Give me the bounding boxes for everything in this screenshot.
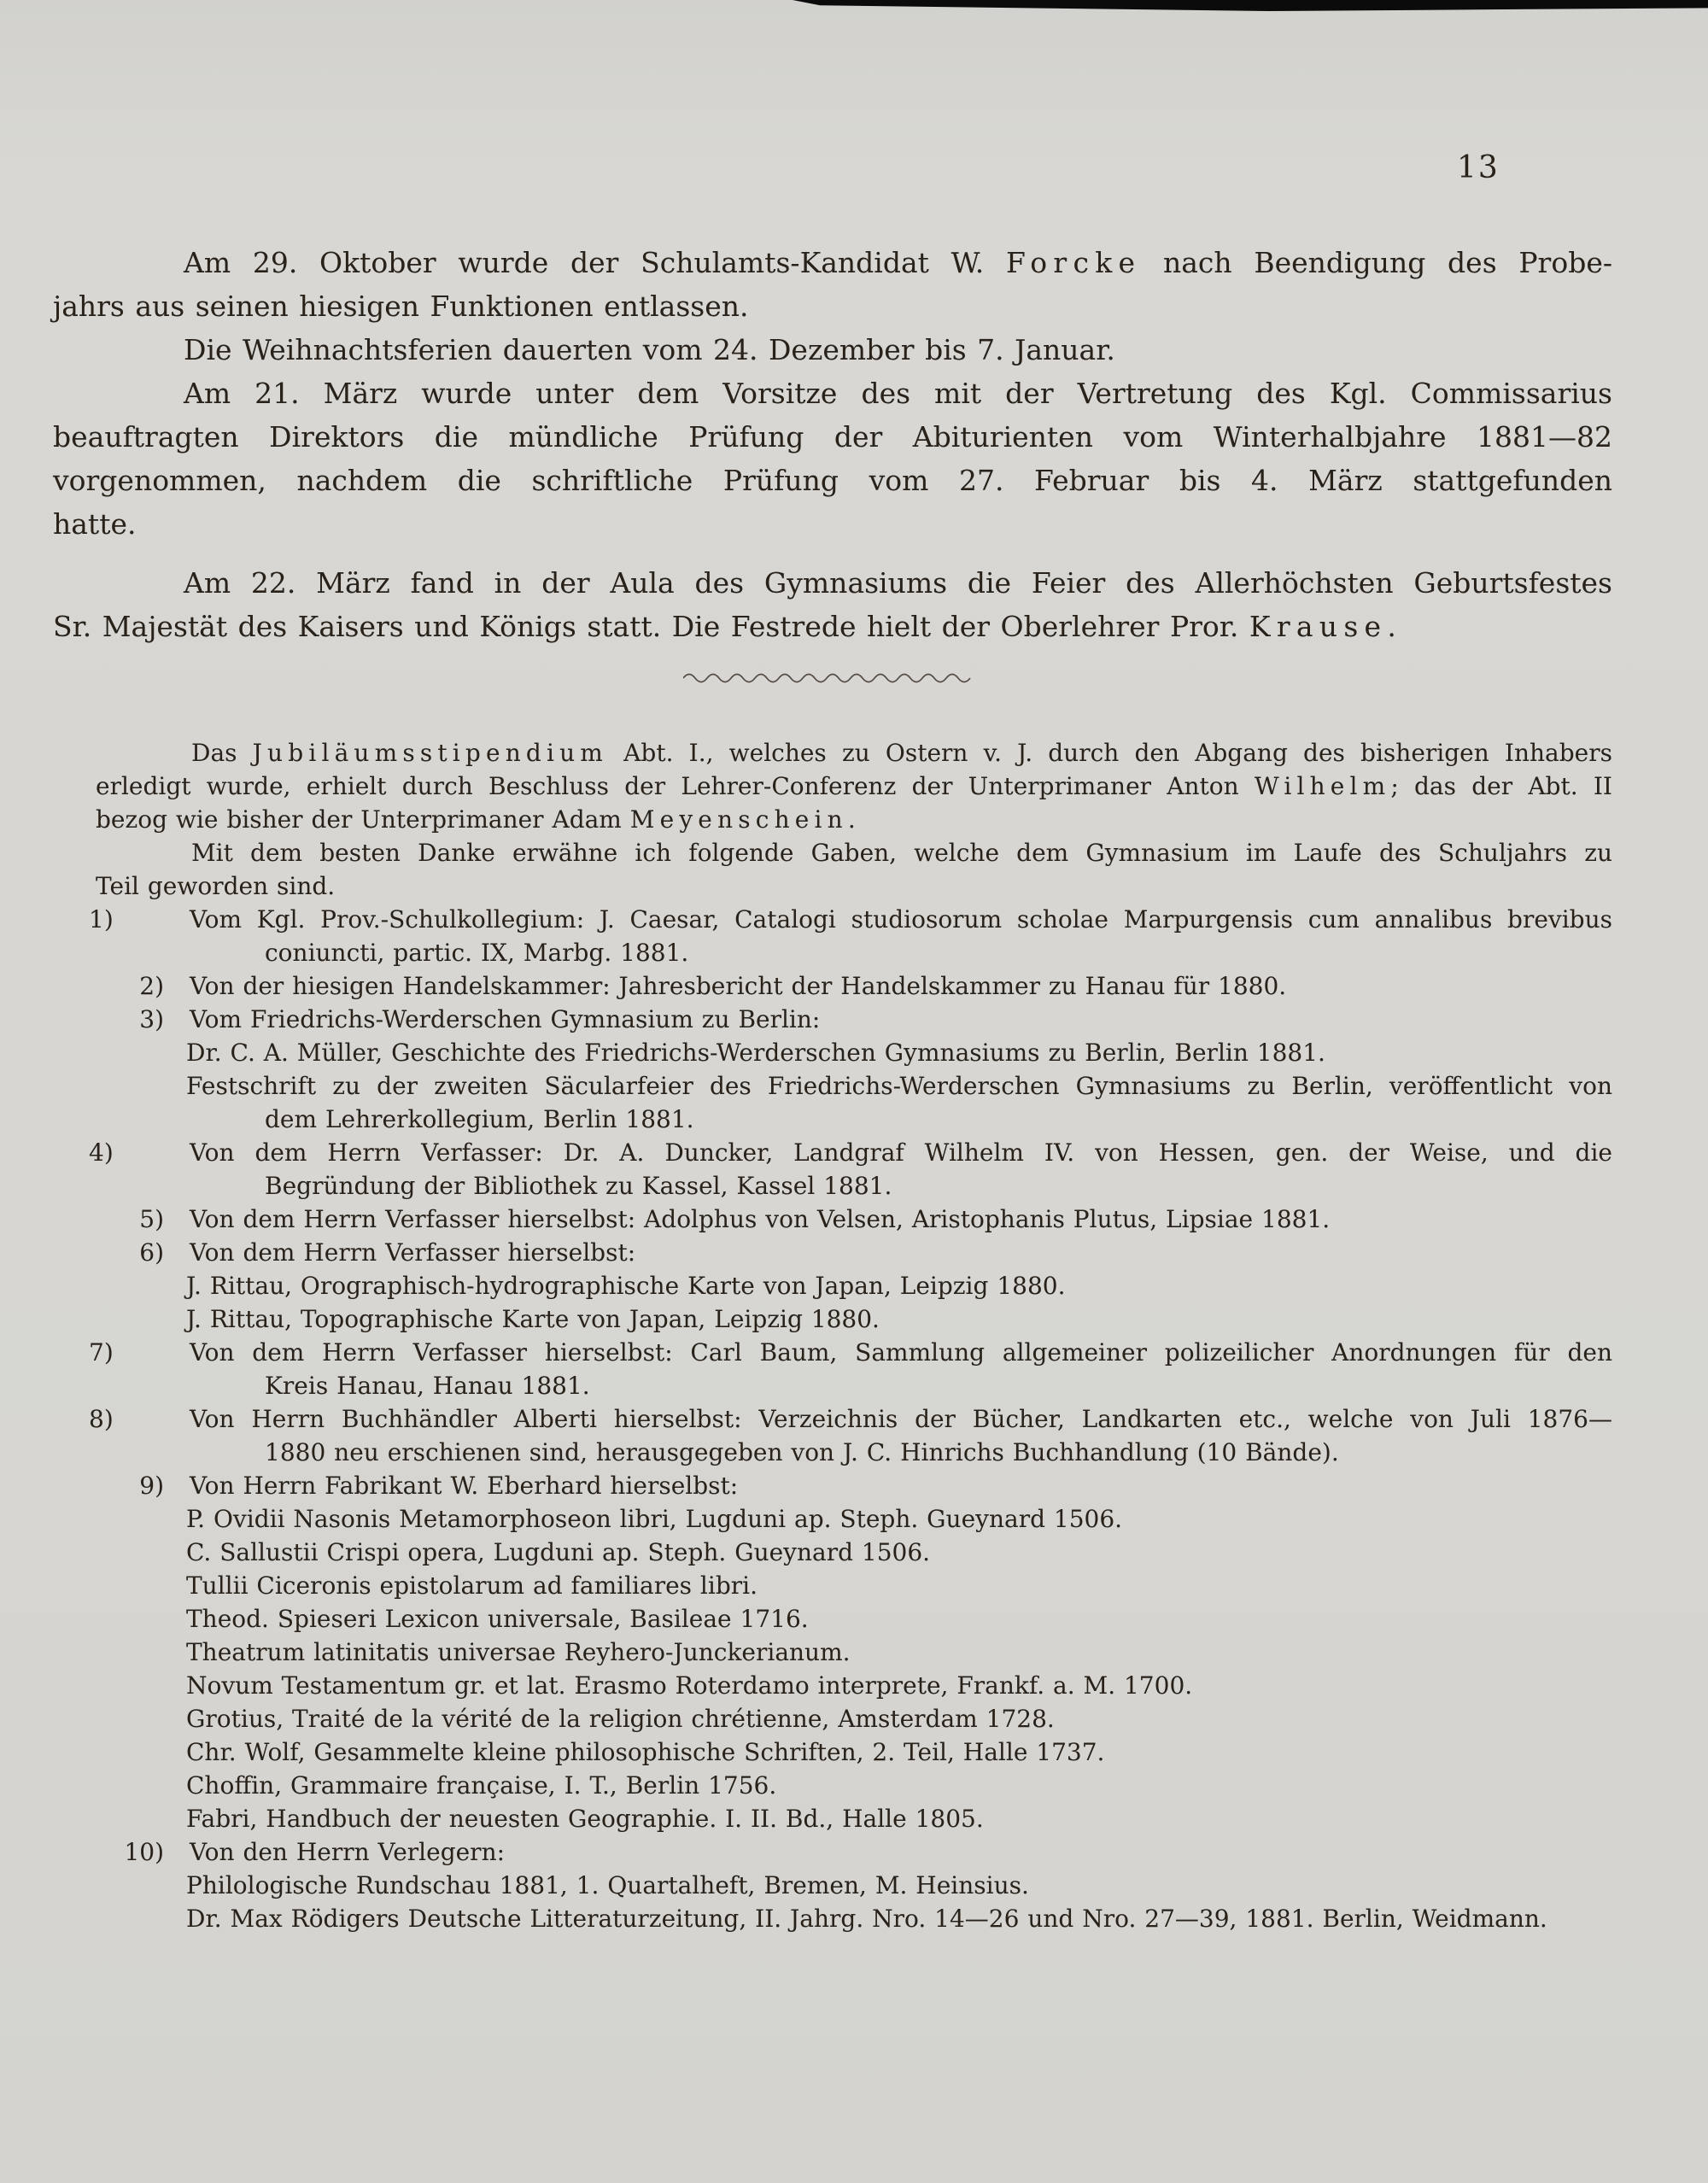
list-item-line: 2) Von der hiesigen Handelskammer: Jahresbericht der Handelskammer zu Hanau für 1880.: [53, 969, 1612, 1003]
list-sub-line: Choffin, Grammaire française, I. T., Berlin 1756.: [186, 1771, 777, 1800]
list-item-number: 10): [124, 1838, 164, 1866]
list-item-line: 3) Vom Friedrichs-Werderschen Gymnasium zu Berlin:: [53, 1003, 1612, 1036]
text-line: vorgenommen, nachdem die schriftliche Prüfung vom 27. Februar bis 4. März stattgefunden: [53, 464, 1612, 497]
list-item-number: 8): [89, 1405, 114, 1433]
wavy-divider: [683, 671, 982, 685]
list-item-line: 6) Von dem Herrn Verfasser hierselbst:: [53, 1236, 1612, 1269]
list-sub-line: Tullii Ciceronis epistolarum ad familiares libri.: [186, 1571, 757, 1600]
letterspaced-name: Jubiläumsstipendium: [252, 739, 609, 767]
list-item-number: 6): [139, 1238, 164, 1267]
list-sub-line: J. Rittau, Orographisch-hydrographische Karte von Japan, Leipzig 1880.: [186, 1272, 1066, 1300]
list-item-line: 1) Vom Kgl. Prov.-Schulkollegium: J. Caesar, Catalogi studiosorum scholae Marpurgensis cum annalibus brevibus: [53, 903, 1612, 936]
text-line: bezog wie bisher der Unterprimaner Adam Meyenschein.: [96, 805, 856, 834]
list-sub-line: Dr. C. A. Müller, Geschichte des Friedrichs-Werderschen Gymnasiums zu Berlin, Berlin 1881.: [186, 1039, 1325, 1067]
list-item-line: 4) Von dem Herrn Verfasser: Dr. A. Duncker, Landgraf Wilhelm IV. von Hessen, gen. der Weise, und die: [53, 1136, 1612, 1169]
list-sub-line: Festschrift zu der zweiten Säcularfeier des Friedrichs-Werderschen Gymnasiums zu Berlin, veröffentlicht von: [186, 1072, 1612, 1100]
list-sub-line: J. Rittau, Topographische Karte von Japan, Leipzig 1880.: [186, 1305, 880, 1333]
text-line: Das Jubiläumsstipendium Abt. I., welches zu Ostern v. J. durch den Abgang des bisherigen Inhabers: [191, 739, 1612, 767]
list-continuation-line: 1880 neu erschienen sind, herausgegeben von J. C. Hinrichs Buchhandlung (10 Bände).: [265, 1438, 1339, 1466]
letterspaced-name: Krause: [1249, 610, 1388, 643]
list-sub-line: Theatrum latinitatis universae Reyhero-Junckerianum.: [186, 1638, 851, 1666]
text-line: Sr. Majestät des Kaisers und Königs statt. Die Festrede hielt der Oberlehrer Pror. Krause.: [53, 610, 1396, 643]
list-sub-line: Dr. Max Rödigers Deutsche Litteraturzeitung, II. Jahrg. Nro. 14—26 und Nro. 27—39, 1881. Berlin, Weidmann.: [186, 1905, 1547, 1933]
list-item-number: 2): [139, 972, 164, 1000]
list-sub-line: P. Ovidii Nasonis Metamorphoseon libri, Lugduni ap. Steph. Gueynard 1506.: [186, 1505, 1123, 1533]
list-sub-line: Novum Testamentum gr. et lat. Erasmo Roterdamo interprete, Frankf. a. M. 1700.: [186, 1671, 1193, 1700]
list-item-line: 5) Von dem Herrn Verfasser hierselbst: Adolphus von Velsen, Aristophanis Plutus, Lipsiae 1881.: [53, 1203, 1612, 1236]
text-line: Am 22. März fand in der Aula des Gymnasiums die Feier des Allerhöchsten Geburtsfestes: [184, 566, 1612, 600]
list-item-line: 10) Von den Herrn Verlegern:: [53, 1835, 1612, 1869]
list-item-number: 7): [89, 1338, 114, 1367]
list-continuation-line: Kreis Hanau, Hanau 1881.: [265, 1372, 590, 1400]
list-continuation-line: coniuncti, partic. IX, Marbg. 1881.: [265, 939, 689, 967]
text-line: Am 21. März wurde unter dem Vorsitze des mit der Vertretung des Kgl. Commissarius: [184, 377, 1612, 410]
list-item-number: 4): [89, 1138, 114, 1167]
list-sub-line: Fabri, Handbuch der neuesten Geographie. I. II. Bd., Halle 1805.: [186, 1805, 984, 1833]
gifts-section: [53, 736, 1612, 1935]
wavy-divider-line: [683, 671, 982, 685]
list-sub-line: Chr. Wolf, Gesammelte kleine philosophische Schriften, 2. Teil, Halle 1737.: [186, 1738, 1105, 1766]
events-section: [53, 241, 1612, 648]
text-line: Die Weihnachtsferien dauerten vom 24. Dezember bis 7. Januar.: [184, 333, 1115, 366]
letterspaced-name: Wilhelm: [1254, 772, 1391, 800]
text-line: Teil geworden sind.: [96, 872, 336, 900]
list-sub-line: Grotius, Traité de la vérité de la religion chrétienne, Amsterdam 1728.: [186, 1705, 1055, 1733]
letterspaced-name: Meyenschein: [629, 805, 848, 834]
list-sub-line: Theod. Spieseri Lexicon universale, Basileae 1716.: [186, 1605, 809, 1633]
text-line: jahrs aus seinen hiesigen Funktionen entlassen.: [53, 290, 749, 323]
list-sub-line: Philologische Rundschau 1881, 1. Quartalheft, Bremen, M. Heinsius.: [186, 1871, 1029, 1899]
list-item-number: 5): [139, 1205, 164, 1233]
scan-artifact-top-edge: [793, 0, 1708, 11]
list-item-number: 9): [139, 1472, 164, 1500]
text-line: Mit dem besten Danke erwähne ich folgende Gaben, welche dem Gymnasium im Laufe des Schuljahrs zu: [191, 839, 1612, 867]
list-item-number: 1): [89, 905, 114, 933]
list-item-number: 3): [139, 1005, 164, 1033]
letterspaced-name: Forcke: [1005, 246, 1142, 279]
text-line: Am 29. Oktober wurde der Schulamts-Kandidat W. Forcke nach Beendigung des Probe-: [184, 246, 1612, 279]
page-number: 13: [1457, 150, 1500, 185]
list-item-line: 7) Von dem Herrn Verfasser hierselbst: Carl Baum, Sammlung allgemeiner polizeilicher Anordnungen für den: [53, 1336, 1612, 1369]
list-continuation-line: dem Lehrerkollegium, Berlin 1881.: [265, 1105, 694, 1133]
text-line: hatte.: [53, 507, 137, 541]
list-continuation-line: Begründung der Bibliothek zu Kassel, Kassel 1881.: [265, 1172, 892, 1200]
list-item-line: 8) Von Herrn Buchhändler Alberti hierselbst: Verzeichnis der Bücher, Landkarten etc., welche von Juli 1876—: [53, 1402, 1612, 1436]
list-item-line: 9) Von Herrn Fabrikant W. Eberhard hierselbst:: [53, 1469, 1612, 1502]
list-sub-line: C. Sallustii Crispi opera, Lugduni ap. Steph. Gueynard 1506.: [186, 1538, 931, 1566]
text-line: beauftragten Direktors die mündliche Prüfung der Abiturienten vom Winterhalbjahre 1881—82: [53, 420, 1612, 454]
text-line: erledigt wurde, erhielt durch Beschluss der Lehrer-Conferenz der Unterprimaner Anton Wilhelm; das der Abt. II: [96, 772, 1612, 800]
